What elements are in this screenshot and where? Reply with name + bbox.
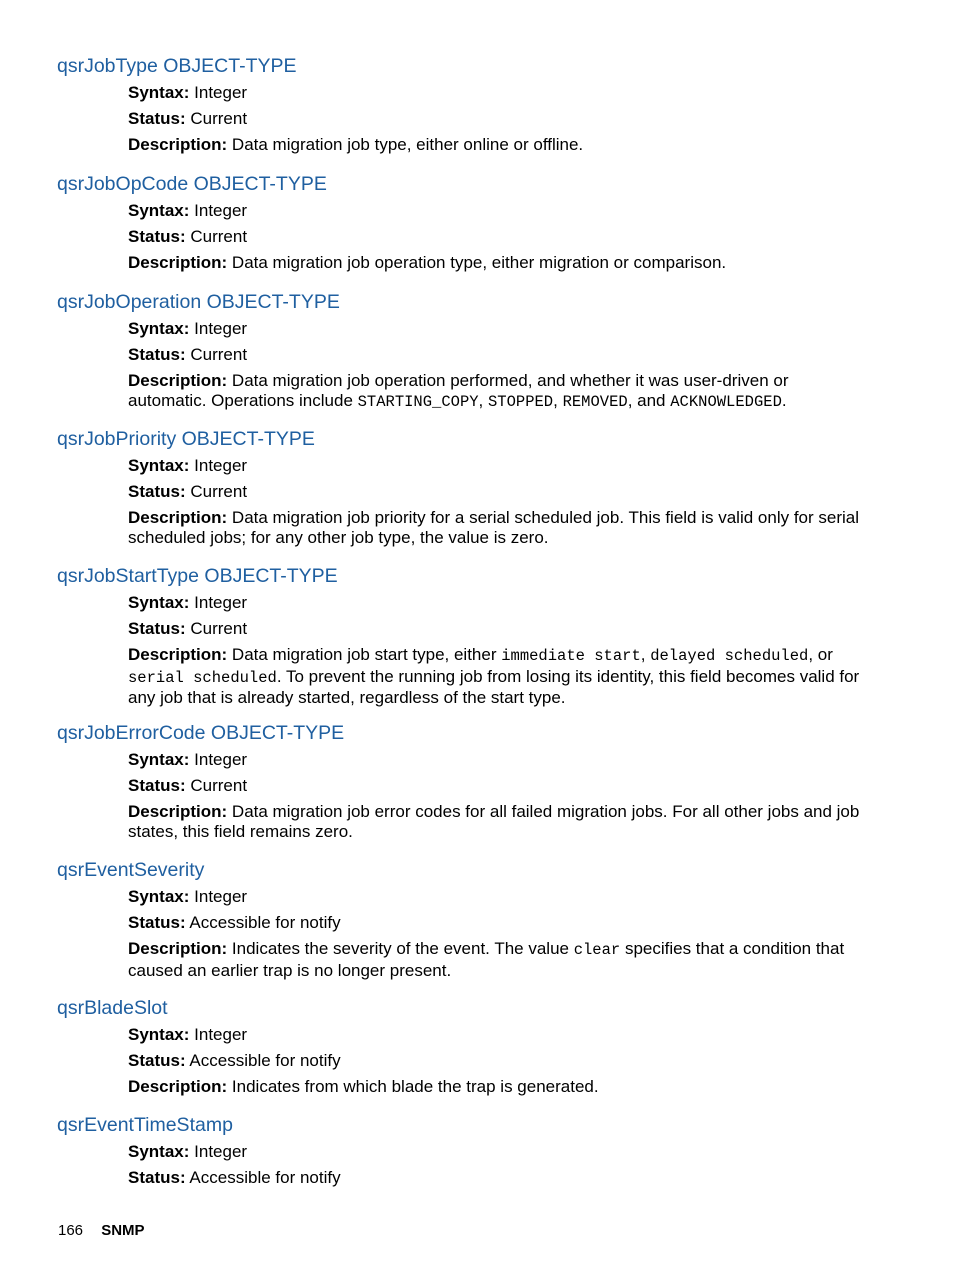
status-label: Status:: [128, 345, 186, 364]
entry-description: [128, 508, 870, 547]
status-value: Current: [190, 776, 248, 795]
entry-status: [128, 776, 870, 796]
entry-description: [128, 645, 870, 708]
entry-status: [128, 482, 870, 502]
syntax-value: Integer: [194, 319, 248, 338]
entry-status: [128, 109, 870, 129]
description-text: ,: [478, 390, 488, 410]
syntax-value: Integer: [194, 1025, 248, 1044]
status-value: Accessible for notify: [189, 913, 341, 932]
description-text: .: [781, 390, 787, 410]
code-literal: immediate start: [501, 647, 641, 665]
syntax-label: Syntax:: [128, 201, 190, 220]
syntax-label: Syntax:: [128, 319, 190, 338]
description-text: ,: [640, 645, 651, 664]
entry-status: [128, 913, 870, 933]
code-literal: clear: [573, 941, 621, 959]
status-value: Current: [190, 345, 248, 364]
description-label: Description:: [128, 253, 228, 272]
code-literal: REMOVED: [562, 392, 628, 411]
syntax-label: Syntax:: [128, 887, 190, 906]
entry-syntax: [128, 750, 870, 770]
description-text: . To prevent the running job from losing its identity, this field becomes valid for any job that is already started, regardless of the start type.: [128, 666, 860, 707]
description-label: Description:: [128, 802, 228, 821]
description-text: , and: [627, 390, 671, 410]
description-text: Data migration job operation type, either migration or comparison.: [231, 253, 727, 272]
description-text: Data migration job error codes for all failed migration jobs. For all other jobs and job states, this field remains zero.: [128, 802, 860, 841]
page-footer: [58, 1222, 145, 1239]
code-literal: delayed scheduled: [650, 647, 809, 665]
status-label: Status:: [128, 913, 186, 932]
entry-title: qsrBladeSlot: [57, 997, 168, 1019]
syntax-value: Integer: [194, 201, 248, 220]
description-label: Description:: [128, 508, 228, 527]
syntax-value: Integer: [194, 593, 248, 612]
entry-description: [128, 135, 870, 155]
entry-status: [128, 345, 870, 365]
entry-syntax: [128, 83, 870, 103]
description-text: ,: [553, 390, 563, 410]
syntax-label: Syntax:: [128, 83, 190, 102]
syntax-label: Syntax:: [128, 1025, 190, 1044]
syntax-value: Integer: [194, 456, 248, 475]
code-literal: STOPPED: [488, 392, 554, 411]
description-text: Data migration job priority for a serial scheduled job. This field is valid only for serial scheduled jobs; for any other job type, the value is zero.: [128, 508, 860, 547]
status-label: Status:: [128, 482, 186, 501]
entry-title: qsrJobOperation OBJECT-TYPE: [57, 291, 340, 313]
description-text: Indicates from which blade the trap is generated.: [231, 1077, 599, 1096]
entry-syntax: [128, 456, 870, 476]
syntax-value: Integer: [194, 750, 248, 769]
entry-syntax: [128, 201, 870, 221]
status-label: Status:: [128, 1051, 186, 1070]
syntax-label: Syntax:: [128, 593, 190, 612]
entry-title: qsrJobOpCode OBJECT-TYPE: [57, 173, 327, 195]
status-label: Status:: [128, 619, 186, 638]
description-label: Description:: [128, 939, 228, 958]
entry-syntax: [128, 1025, 870, 1045]
description-label: Description:: [128, 1077, 228, 1096]
page-number: 166: [58, 1222, 84, 1239]
syntax-value: Integer: [194, 1142, 248, 1161]
description-label: Description:: [128, 371, 228, 390]
entry-description: [128, 253, 870, 273]
syntax-value: Integer: [194, 83, 248, 102]
entry-status: [128, 227, 870, 247]
code-literal: STARTING_COPY: [357, 392, 479, 411]
entry-description: [128, 1077, 870, 1097]
description-text: Indicates the severity of the event. The value: [231, 939, 574, 958]
description-text: Data migration job start type, either: [231, 645, 502, 664]
entry-title: qsrJobErrorCode OBJECT-TYPE: [57, 722, 345, 744]
description-text: , or: [808, 645, 833, 664]
entry-title: qsrEventTimeStamp: [57, 1114, 233, 1136]
entry-syntax: [128, 887, 870, 907]
footer-section-name: SNMP: [101, 1222, 145, 1239]
description-label: Description:: [128, 135, 228, 154]
status-value: Current: [190, 109, 248, 128]
status-label: Status:: [128, 1168, 186, 1187]
syntax-label: Syntax:: [128, 750, 190, 769]
entry-syntax: [128, 1142, 870, 1162]
syntax-label: Syntax:: [128, 456, 190, 475]
description-text: Data migration job operation performed, and whether it was user-driven or automatic. Operations include: [128, 371, 789, 410]
status-value: Accessible for notify: [189, 1051, 341, 1070]
description-text: specifies that a condition that caused an earlier trap is no longer present.: [128, 939, 845, 980]
entry-title: qsrJobStartType OBJECT-TYPE: [57, 565, 338, 587]
status-value: Current: [190, 227, 248, 246]
entry-description: [128, 939, 870, 980]
status-label: Status:: [128, 227, 186, 246]
entry-title: qsrJobType OBJECT-TYPE: [57, 55, 297, 77]
code-literal: ACKNOWLEDGED: [670, 392, 782, 411]
entry-syntax: [128, 593, 870, 613]
syntax-label: Syntax:: [128, 1142, 190, 1161]
entry-description: [128, 802, 870, 841]
status-value: Current: [190, 482, 248, 501]
entry-status: [128, 619, 870, 639]
description-label: Description:: [128, 645, 228, 664]
entry-status: [128, 1051, 870, 1071]
entry-title: qsrJobPriority OBJECT-TYPE: [57, 428, 315, 450]
status-label: Status:: [128, 776, 186, 795]
code-literal: serial scheduled: [128, 668, 277, 687]
entry-syntax: [128, 319, 870, 339]
status-value: Accessible for notify: [189, 1168, 341, 1187]
syntax-value: Integer: [194, 887, 248, 906]
entry-description: [128, 371, 870, 412]
entry-status: [128, 1168, 870, 1188]
description-text: Data migration job type, either online or offline.: [231, 135, 584, 154]
status-label: Status:: [128, 109, 186, 128]
entry-title: qsrEventSeverity: [57, 859, 205, 881]
status-value: Current: [190, 619, 248, 638]
